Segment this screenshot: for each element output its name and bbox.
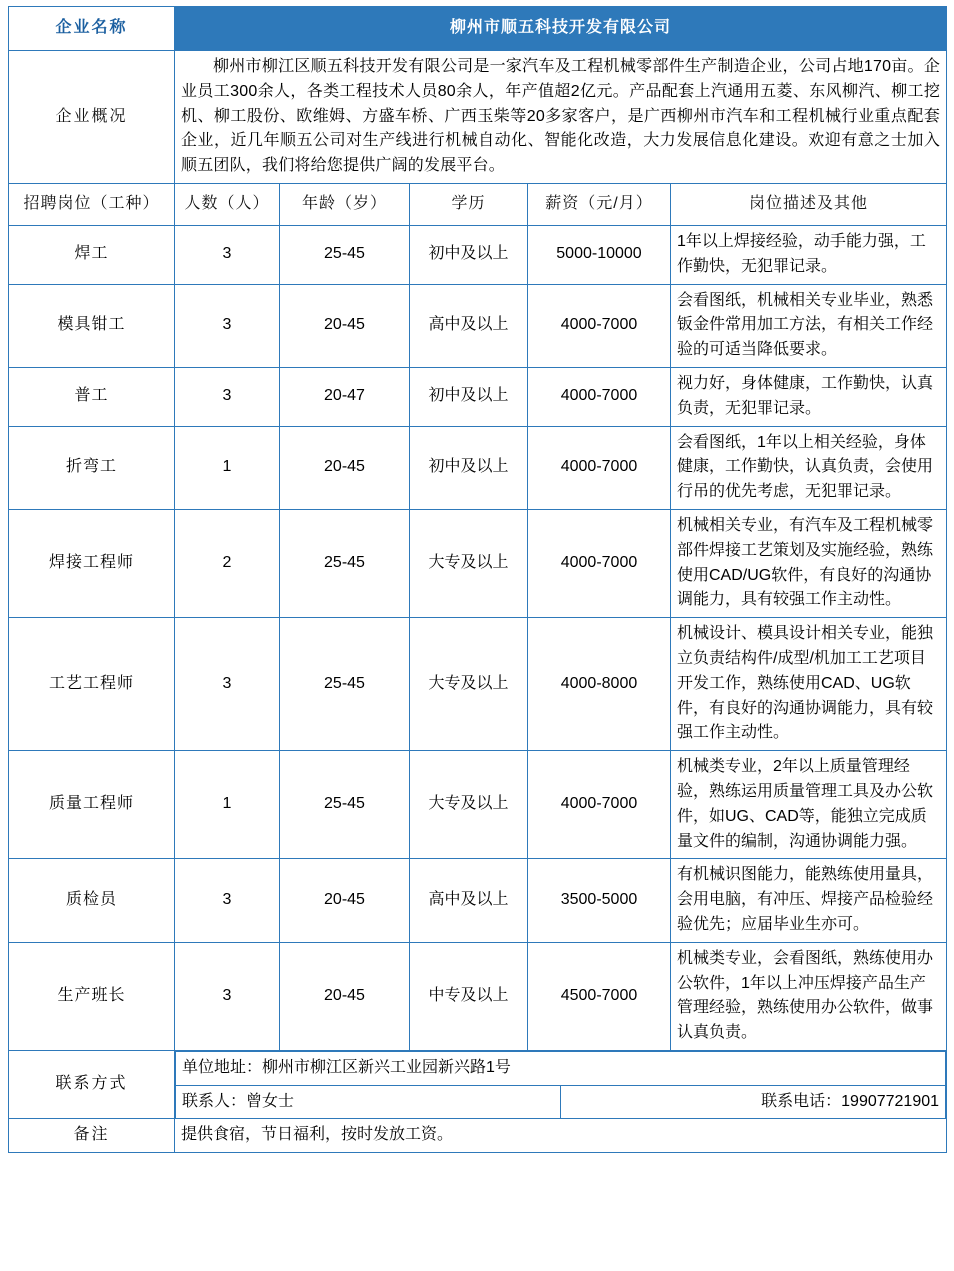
- job-number: 3: [175, 618, 280, 751]
- table-row: [9, 509, 947, 617]
- contact-address: 单位地址：柳州市柳江区新兴工业园新兴路1号: [176, 1051, 946, 1085]
- remark-row: [9, 1119, 947, 1153]
- company-overview-label: 企业概况: [9, 51, 175, 184]
- table-row: [9, 225, 947, 284]
- column-header-age: 年龄（岁）: [280, 183, 410, 225]
- table-row: [9, 859, 947, 942]
- table-row: [9, 942, 947, 1050]
- job-post: 普工: [9, 367, 175, 426]
- company-overview-cell: [175, 51, 947, 184]
- job-number: 3: [175, 942, 280, 1050]
- job-education: 初中及以上: [410, 225, 528, 284]
- job-salary: 4000-8000: [528, 618, 671, 751]
- company-overview-row: [9, 51, 947, 184]
- contact-cell: [175, 1050, 947, 1119]
- job-number: 1: [175, 751, 280, 859]
- job-description: 1年以上焊接经验，动手能力强，工作勤快，无犯罪记录。: [671, 225, 947, 284]
- job-education: 高中及以上: [410, 859, 528, 942]
- job-salary: 4500-7000: [528, 942, 671, 1050]
- job-number: 2: [175, 509, 280, 617]
- job-salary: 4000-7000: [528, 367, 671, 426]
- job-education: 初中及以上: [410, 367, 528, 426]
- contact-label: 联系方式: [9, 1050, 175, 1119]
- job-age: 20-45: [280, 859, 410, 942]
- company-overview-text: 柳州市柳江区顺五科技开发有限公司是一家汽车及工程机械零部件生产制造企业，公司占地170亩。企业员工300余人，各类工程技术人员80余人，年产值超2亿元。产品配套上汽通用五菱、东风柳汽、柳工挖机、柳工股份、欧维姆、方盛车桥、广西玉柴等20多家客户，是广西柳州市汽车和工程机械行业重点配套企业，近几年顺五公司对生产线进行机械自动化、智能化改造，大力发展信息化建设。欢迎有意之士加入顺五团队，我们将给您提供广阔的发展平台。: [181, 58, 941, 175]
- job-age: 25-45: [280, 509, 410, 617]
- table-row: [9, 426, 947, 509]
- table-row: [9, 751, 947, 859]
- job-age: 25-45: [280, 225, 410, 284]
- job-description: 会看图纸，1年以上相关经验，身体健康，工作勤快，认真负责，会使用行吊的优先考虑，无犯罪记录。: [671, 426, 947, 509]
- job-education: 大专及以上: [410, 751, 528, 859]
- job-post: 质检员: [9, 859, 175, 942]
- job-number: 3: [175, 225, 280, 284]
- table-row: [9, 618, 947, 751]
- job-post: 折弯工: [9, 426, 175, 509]
- job-description: 机械设计、模具设计相关专业，能独立负责结构件/成型/机加工工艺项目开发工作，熟练使用CAD、UG软件，有良好的沟通协调能力，具有较强工作主动性。: [671, 618, 947, 751]
- job-post: 焊接工程师: [9, 509, 175, 617]
- job-education: 高中及以上: [410, 284, 528, 367]
- table-row: [9, 367, 947, 426]
- job-post: 模具钳工: [9, 284, 175, 367]
- job-description: 机械相关专业，有汽车及工程机械零部件焊接工艺策划及实施经验，熟练使用CAD/UG软件，有良好的沟通协调能力，具有较强工作主动性。: [671, 509, 947, 617]
- job-salary: 4000-7000: [528, 751, 671, 859]
- job-post: 质量工程师: [9, 751, 175, 859]
- job-salary: 4000-7000: [528, 509, 671, 617]
- table-header-row: [9, 183, 947, 225]
- job-description: 机械类专业，会看图纸，熟练使用办公软件，1年以上冲压焊接产品生产管理经验，熟练使用办公软件，做事认真负责。: [671, 942, 947, 1050]
- job-age: 20-45: [280, 942, 410, 1050]
- recruitment-table: [8, 6, 947, 1153]
- job-salary: 4000-7000: [528, 284, 671, 367]
- job-education: 初中及以上: [410, 426, 528, 509]
- job-age: 25-45: [280, 751, 410, 859]
- job-education: 大专及以上: [410, 509, 528, 617]
- company-name-label: 企业名称: [9, 7, 175, 51]
- job-number: 1: [175, 426, 280, 509]
- job-number: 3: [175, 367, 280, 426]
- remark-text: 提供食宿，节日福利，按时发放工资。: [175, 1119, 947, 1153]
- job-description: 会看图纸，机械相关专业毕业，熟悉钣金件常用加工方法，有相关工作经验的可适当降低要求。: [671, 284, 947, 367]
- remark-label: 备注: [9, 1119, 175, 1153]
- contact-row: [9, 1050, 947, 1119]
- job-salary: 5000-10000: [528, 225, 671, 284]
- contact-person: 联系人：曾女士: [176, 1085, 561, 1118]
- job-description: 视力好，身体健康，工作勤快，认真负责，无犯罪记录。: [671, 367, 947, 426]
- column-header-post: 招聘岗位（工种）: [9, 183, 175, 225]
- table-row: [9, 284, 947, 367]
- job-education: 大专及以上: [410, 618, 528, 751]
- job-post: 生产班长: [9, 942, 175, 1050]
- job-post: 工艺工程师: [9, 618, 175, 751]
- recruitment-poster: [0, 6, 954, 1271]
- job-age: 20-45: [280, 426, 410, 509]
- job-post: 焊工: [9, 225, 175, 284]
- job-age: 25-45: [280, 618, 410, 751]
- contact-phone[interactable]: 联系电话：19907721901: [561, 1085, 946, 1118]
- job-description: 有机械识图能力，能熟练使用量具，会用电脑，有冲压、焊接产品检验经验优先；应届毕业生亦可。: [671, 859, 947, 942]
- column-header-education: 学历: [410, 183, 528, 225]
- column-header-description: 岗位描述及其他: [671, 183, 947, 225]
- column-header-salary: 薪资（元/月）: [528, 183, 671, 225]
- job-description: 机械类专业，2年以上质量管理经验，熟练运用质量管理工具及办公软件，如UG、CAD等，能独立完成质量文件的编制，沟通协调能力强。: [671, 751, 947, 859]
- job-education: 中专及以上: [410, 942, 528, 1050]
- job-salary: 3500-5000: [528, 859, 671, 942]
- job-salary: 4000-7000: [528, 426, 671, 509]
- job-number: 3: [175, 284, 280, 367]
- job-number: 3: [175, 859, 280, 942]
- column-header-number: 人数（人）: [175, 183, 280, 225]
- job-age: 20-45: [280, 284, 410, 367]
- company-name-value: 柳州市顺五科技开发有限公司: [175, 7, 947, 51]
- job-age: 20-47: [280, 367, 410, 426]
- company-name-row: [9, 7, 947, 51]
